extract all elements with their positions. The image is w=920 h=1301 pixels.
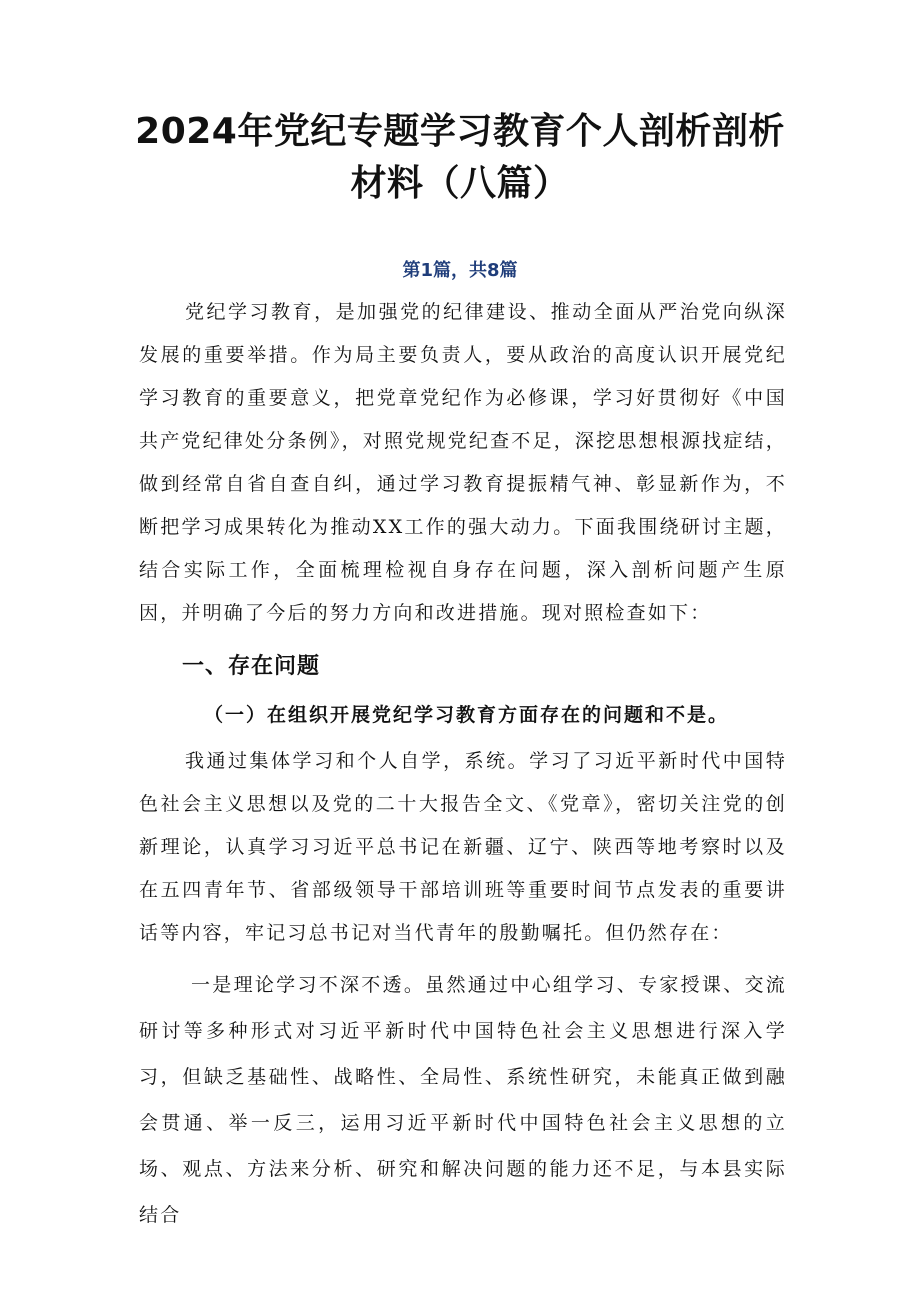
document-title: 2024年党纪专题学习教育个人剖析剖析材料（八篇） bbox=[135, 111, 785, 204]
subsection-heading-1: （一）在组织开展党纪学习教育方面存在的问题和不是。 bbox=[204, 704, 730, 726]
section-heading-problems: 一、存在问题 bbox=[182, 654, 321, 679]
study-paragraph: 我通过集体学习和个人自学，系统。学习了习近平新时代中国特色社会主义思想以及党的二十大报告全文、《党章》，密切关注党的创新理论，认真学习习近平总书记在新疆、辽宁、陕西等地考察时以及在五四青年节、省部级领导干部培训班等重要时间节点发表的重要讲话等内容，牢记习总书记对当代青年的殷勤嘱托。但仍然存在： bbox=[139, 750, 787, 944]
intro-paragraph: 党纪学习教育，是加强党的纪律建设、推动全面从严治党向纵深发展的重要举措。作为局主要负责人，要从政治的高度认识开展党纪学习教育的重要意义，把党章党纪作为必修课，学习好贯彻好《中国共产党纪律处分条例》，对照党规党纪查不足，深挖思想根源找症结，做到经常自省自查自纠，通过学习教育提振精气神、彰显新作为，不断把学习成果转化为推动XX工作的强大动力。下面我围绕研讨主题，结合实际工作，全面梳理检视自身存在问题，深入剖析问题产生原因，并明确了今后的努力方向和改进措施。现对照检查如下： bbox=[139, 301, 787, 624]
document-subtitle: 第1篇，共8篇 bbox=[402, 260, 518, 281]
problem-paragraph-1: 一是理论学习不深不透。虽然通过中心组学习、专家授课、交流研讨等多种形式对习近平新时代中国特色社会主义思想进行深入学习，但缺乏基础性、战略性、全局性、系统性研究，未能真正做到融会贯通、举一反三，运用习近平新时代中国特色社会主义思想的立场、观点、方法来分析、研究和解决问题的能力还不足，与本县实际结合 bbox=[139, 974, 787, 1226]
